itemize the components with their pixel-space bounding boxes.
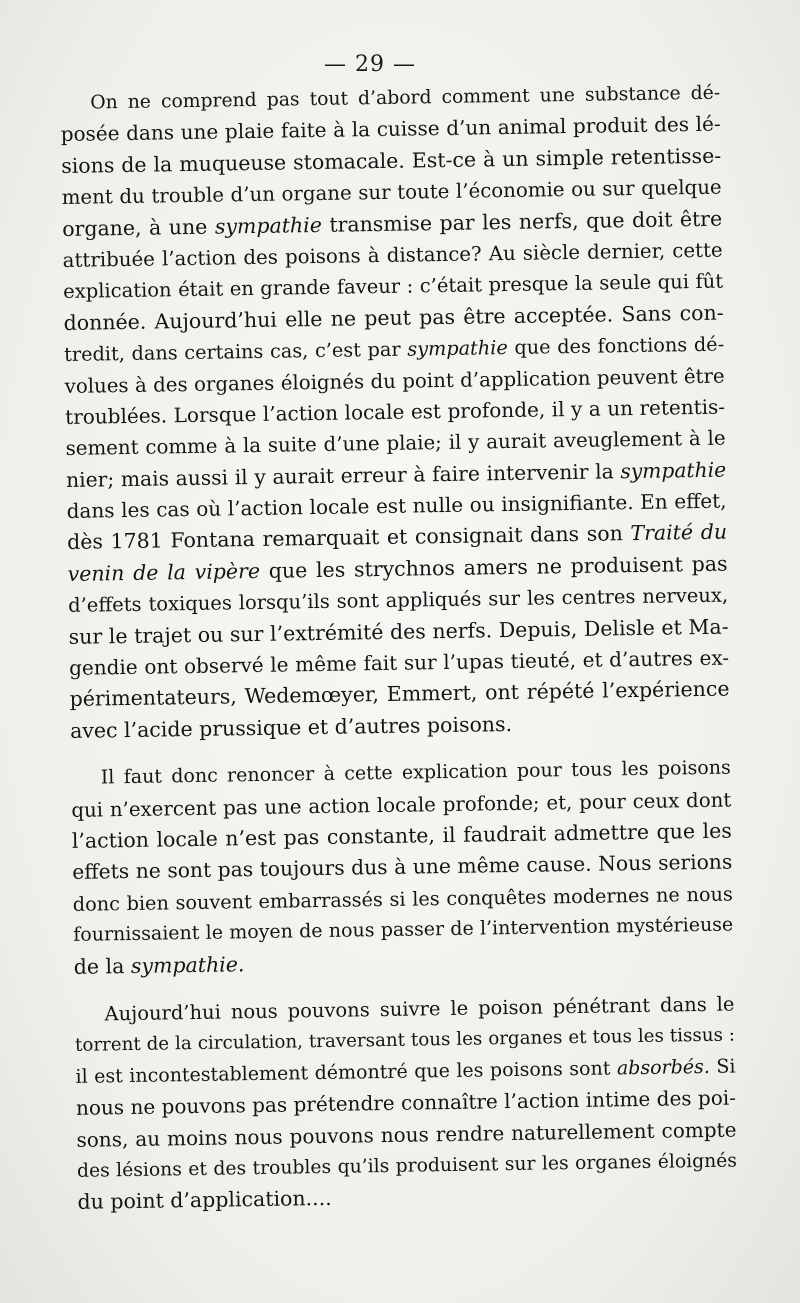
paragraph [71,753,734,983]
text-line: avec l’acide prussique et d’autres poisons. [69,711,513,743]
paragraph [74,988,737,1218]
text-line: torrent de la circulation, traversant tous les organes et tous les tissus : [74,1024,736,1057]
text-line: qui n’exercent pas une action locale profonde; et, pour ceux dont [71,788,732,822]
text-line: tredit, dans certains cas, c’est par sympathie que des fonctions dé- [64,332,725,367]
text-line: venin de la vipère que les strychnos amers ne produisent pas [67,551,728,586]
text-line: posée dans une plaie faite à la cuisse d’un animal produit des lé- [60,112,721,147]
text-line: sement comme à la suite d’une plaie; il y aurait aveuglement à le [65,426,726,461]
text-line: de la sympathie. [73,951,245,979]
text-line: fournissaient le moyen de nous passer de l’intervention mystérieuse [73,913,734,947]
text-line: Il faut donc renoncer à cette explication pour tous les poisons [100,756,731,789]
text-line: du point d’application.... [77,1186,332,1215]
text-line: l’action locale n’est pas constante, il faudrait admettre que les [71,818,732,853]
text-line: explication était en grande faveur : c’était presque la seule qui fût [63,269,724,304]
text-line: dans les cas où l’action locale est nulle ou insignifiante. En effet, [66,488,727,524]
text-line: sons, au moins nous pouvons nous rendre naturellement compte [76,1117,737,1152]
text-line: organe, à une sympathie transmise par les nerfs, que doit être [62,206,723,241]
text-line: On ne comprend pas tout d’abord comment une substance dé- [90,82,721,114]
text-line: attribuée l’action des poisons à distance? Au siècle dernier, cette [62,238,723,272]
text-line: gendie ont observé le même fait sur l’upas tieuté, et d’autres ex- [68,645,730,680]
italic-term: sympathie. [130,951,245,978]
text-line: volues à des organes éloignés du point d’application peuvent être [64,364,725,398]
text-line: ment du trouble d’un organe sur toute l’économie ou sur quelque [61,175,722,210]
text-line: donnée. Aujourd’hui elle ne peut pas être acceptée. Sans con- [63,300,724,335]
text-line: périmentateurs, Wedemœyer, Emmert, ont répété l’expérience [69,676,730,712]
text-line: effets ne sont pas toujours dus à une même cause. Nous serions [72,849,733,885]
text-line: sur le trajet ou sur l’extrémité des nerfs. Depuis, Delisle et Ma- [68,614,729,649]
text-line: sions de la muqueuse stomacale. Est-ce à un simple retentisse- [61,143,722,178]
text-line: donc bien souvent embarrassés si les conquêtes modernes ne nous [72,882,733,916]
italic-term: sympathie [620,457,727,483]
body-text [60,78,738,1235]
text-line: des lésions et des troubles qu’ils produisent sur les organes éloignés [76,1150,738,1182]
italic-term: Traité du [630,520,728,546]
text-line: nier; mais aussi il y aurait erreur à faire intervenir la sympathie [65,457,727,492]
text-line: il est incontestablement démontré que les poisons sont absorbés. Si [75,1055,736,1088]
italic-term: sympathie [407,336,508,361]
page-number: — 29 — [324,52,416,77]
italic-term: absorbés. [616,1055,711,1080]
text-line: Aujourd’hui nous pouvons suivre le poison pénétrant dans le [104,992,735,1026]
text-line: dès 1781 Fontana remarquait et consignait dans son Traité du [66,520,728,555]
italic-term: sympathie [214,212,323,239]
text-line: nous ne pouvons pas prétendre connaître l’action intime des poi- [75,1085,737,1120]
text-line: d’effets toxiques lorsqu’ils sont appliqués sur les centres nerveux, [67,583,729,618]
italic-term: venin de la vipère [67,558,261,586]
text-line: troublées. Lorsque l’action locale est profonde, il y a un retentis- [64,394,726,429]
paragraph [60,78,730,747]
